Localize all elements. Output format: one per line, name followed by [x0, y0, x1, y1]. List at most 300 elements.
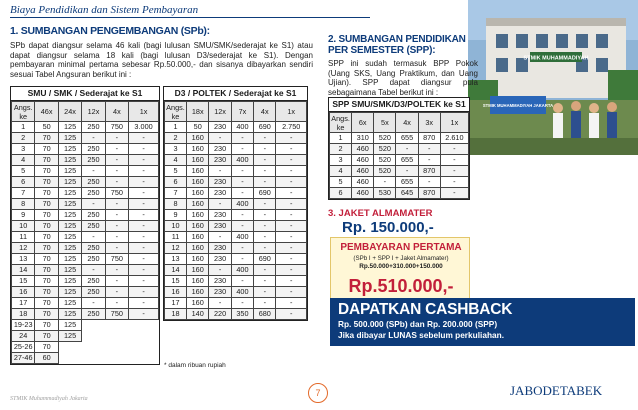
table-row	[165, 177, 307, 188]
table-cell: 870	[418, 166, 440, 177]
table-row	[165, 287, 307, 298]
table-cell: 70	[35, 309, 58, 320]
table-row	[165, 243, 307, 254]
table-cell: -	[129, 166, 159, 177]
table-cell: 750	[105, 254, 128, 265]
table-row	[12, 287, 159, 298]
table-cell: 2.610	[440, 133, 468, 144]
table-cell: 16	[165, 287, 187, 298]
table-cell: 125	[58, 243, 81, 254]
table-cell: 7	[12, 188, 35, 199]
table-cell: 70	[35, 320, 58, 331]
table-row	[165, 221, 307, 232]
table-cell: 125	[58, 232, 81, 243]
table-row	[330, 166, 469, 177]
table-cell: 125	[58, 210, 81, 221]
table-cell: 10	[165, 221, 187, 232]
table-cell: -	[129, 265, 159, 276]
table-cell: 7	[165, 188, 187, 199]
column-header: Angs. ke	[12, 102, 35, 122]
campus-photo	[468, 0, 638, 155]
first-payment-breakdown: Rp.50.000+310.000+150.000	[359, 263, 443, 270]
table-cell: 250	[82, 243, 105, 254]
table-cell: 50	[187, 122, 209, 133]
table-cell: -	[374, 177, 396, 188]
table-cell: 125	[58, 177, 81, 188]
table-row	[330, 155, 469, 166]
table-cell: -	[418, 155, 440, 166]
table-cell: 530	[374, 188, 396, 199]
table-cell: -	[440, 177, 468, 188]
cashback-banner	[330, 298, 635, 346]
table-cell: -	[254, 166, 276, 177]
section1-body: SPb dapat diangsur selama 46 kali (bagi lulusan SMU/SMK/sederajat ke S1) atau dapat diangsur selama 18 kali (bagi lulusan D3/sederajat ke S1). Dengan pembayaran minimal pertama sebesar Rp.50.000,- dan sisanya dibayarkan sendiri sesuai Tabel Angsuran berikut ini :	[10, 41, 313, 79]
table-header-row	[12, 102, 159, 122]
table-cell: 160	[187, 254, 209, 265]
table-cell: -	[129, 287, 159, 298]
table-cell: -	[105, 265, 128, 276]
table-spp-grid	[329, 112, 469, 199]
table-cell: 6	[330, 188, 352, 199]
table-cell: -	[105, 166, 128, 177]
table-cell: 160	[187, 276, 209, 287]
table-cell: 655	[396, 155, 418, 166]
table-cell: 160	[187, 144, 209, 155]
table-cell: 250	[82, 177, 105, 188]
table-row	[165, 210, 307, 221]
column-header: 6x	[352, 113, 374, 133]
table-row	[165, 199, 307, 210]
table-cell: 70	[35, 342, 58, 353]
table-cell: 230	[209, 276, 231, 287]
table-cell: 400	[231, 199, 253, 210]
table-cell: -	[231, 133, 253, 144]
table-cell: 160	[187, 265, 209, 276]
table-cell: -	[254, 265, 276, 276]
table-cell: -	[276, 243, 307, 254]
table-cell: -	[276, 287, 307, 298]
table-row	[12, 166, 159, 177]
table-cell: -	[231, 243, 253, 254]
table-cell: 460	[352, 155, 374, 166]
table-cell: -	[105, 287, 128, 298]
table-cell: -	[105, 232, 128, 243]
table-row	[12, 144, 159, 155]
table-cell: 70	[35, 287, 58, 298]
table-cell: 12	[165, 243, 187, 254]
table-cell: -	[82, 133, 105, 144]
table-row	[12, 221, 159, 232]
table-row	[12, 298, 159, 309]
cashback-condition: Jika dibayar LUNAS sebelum perkuliahan.	[338, 330, 504, 340]
table-cell: 17	[165, 298, 187, 309]
table-cell: 160	[187, 133, 209, 144]
column-header: 7x	[231, 102, 253, 122]
table-cell: -	[231, 144, 253, 155]
table-row	[12, 254, 159, 265]
table-cell: 230	[209, 287, 231, 298]
table-cell: -	[231, 276, 253, 287]
table-cell: 140	[187, 309, 209, 320]
table-cell: 8	[12, 199, 35, 210]
table-cell: 160	[187, 221, 209, 232]
table-cell: 5	[165, 166, 187, 177]
table-cell: 17	[12, 298, 35, 309]
column-header: 1x	[276, 102, 307, 122]
table-row	[12, 133, 159, 144]
table-cell: 24	[12, 331, 35, 342]
table-cell: -	[276, 265, 307, 276]
table-cell: -	[254, 276, 276, 287]
table-cell: 2.750	[276, 122, 307, 133]
table-cell: -	[129, 232, 159, 243]
column-header: 1x	[129, 102, 159, 122]
table-cell: -	[129, 221, 159, 232]
table-cell: 160	[187, 155, 209, 166]
table-cell: -	[209, 298, 231, 309]
table-cell: 4	[330, 166, 352, 177]
table-cell: -	[440, 188, 468, 199]
table-cell: 230	[209, 155, 231, 166]
column-header: Angs. ke	[166, 102, 185, 121]
table-cell: -	[440, 166, 468, 177]
cashback-title: DAPATKAN CASHBACK	[338, 301, 513, 318]
table-cell: 125	[58, 133, 81, 144]
table-cell: -	[209, 133, 231, 144]
table-cell: 250	[82, 287, 105, 298]
table-cell: -	[276, 298, 307, 309]
column-header: 4x	[105, 102, 128, 122]
table-spp-title: SPP SMU/SMK/D3/POLTEK ke S1	[329, 98, 469, 112]
table-cell: -	[129, 188, 159, 199]
table-cell: 70	[35, 166, 58, 177]
table-cell: 250	[82, 221, 105, 232]
table-row	[12, 353, 159, 364]
table-spp	[328, 97, 470, 200]
column-header: 3x	[418, 113, 440, 133]
campus-photo-illustration	[468, 0, 638, 155]
table-cell: 125	[58, 199, 81, 210]
table-row	[165, 155, 307, 166]
table-cell: 27-46	[12, 353, 35, 364]
table-cell: -	[105, 144, 128, 155]
table-cell: 655	[396, 177, 418, 188]
table-row	[165, 166, 307, 177]
table-cell: 125	[58, 155, 81, 166]
table-cell: 70	[35, 199, 58, 210]
table-cell: -	[129, 133, 159, 144]
table-cell: -	[129, 298, 159, 309]
table-row	[165, 122, 307, 133]
table-cell: 230	[209, 144, 231, 155]
table-cell: 25-26	[12, 342, 35, 353]
table-cell: -	[231, 298, 253, 309]
table-cell: 870	[418, 188, 440, 199]
column-header: 5x	[374, 113, 396, 133]
table-cell: 1	[12, 122, 35, 133]
table-cell: 250	[82, 122, 105, 133]
table-cell: -	[440, 155, 468, 166]
table-row	[12, 177, 159, 188]
table-cell: 230	[209, 210, 231, 221]
table-cell: -	[129, 309, 159, 320]
section3-heading: 3. JAKET ALMAMATER	[328, 208, 433, 219]
table-row	[12, 122, 159, 133]
table-cell: 460	[352, 166, 374, 177]
table-cell: -	[209, 265, 231, 276]
table-cell: -	[276, 221, 307, 232]
table-cell: -	[129, 254, 159, 265]
table-cell: -	[254, 298, 276, 309]
table-cell: -	[231, 210, 253, 221]
table-row	[12, 210, 159, 221]
table-cell: -	[105, 177, 128, 188]
table-d3-poltek	[163, 86, 308, 321]
table-cell: 645	[396, 188, 418, 199]
table-cell: 2	[165, 133, 187, 144]
table-row	[12, 309, 159, 320]
jacket-price: Rp. 150.000,-	[342, 219, 434, 236]
campus-sign-text: STMIK MUHAMMADIYAH	[523, 55, 589, 62]
table-cell: 9	[165, 210, 187, 221]
table-cell: -	[231, 166, 253, 177]
currency-note: * dalam ribuan rupiah	[164, 362, 226, 369]
first-payment-box	[330, 237, 470, 307]
table-cell: 14	[165, 265, 187, 276]
table-header-row	[330, 113, 469, 133]
table-row	[12, 342, 159, 353]
table-row	[330, 188, 469, 199]
table-row	[165, 298, 307, 309]
table-cell: -	[129, 177, 159, 188]
table-cell: 5	[330, 177, 352, 188]
table-cell: -	[254, 287, 276, 298]
table-cell: 125	[58, 188, 81, 199]
table-cell: 70	[35, 144, 58, 155]
table-cell: 230	[209, 243, 231, 254]
table-cell: 125	[58, 265, 81, 276]
table-d3-poltek-title: D3 / POLTEK / Sederajat ke S1	[164, 87, 307, 101]
table-cell: 125	[58, 144, 81, 155]
table-cell: -	[254, 155, 276, 166]
table-cell: 70	[35, 265, 58, 276]
table-cell: 70	[35, 210, 58, 221]
column-header: 24x	[58, 102, 81, 122]
table-cell: -	[396, 144, 418, 155]
table-cell: 13	[12, 254, 35, 265]
table-cell: 14	[12, 265, 35, 276]
table-cell: -	[231, 188, 253, 199]
table-cell: -	[440, 144, 468, 155]
table-cell: -	[276, 276, 307, 287]
table-cell: 680	[254, 309, 276, 320]
table-cell: -	[209, 166, 231, 177]
table-d3-poltek-grid	[164, 101, 307, 320]
table-cell: -	[231, 254, 253, 265]
table-cell: 460	[352, 144, 374, 155]
table-cell: 3	[330, 155, 352, 166]
table-row	[12, 320, 159, 331]
table-cell: -	[276, 144, 307, 155]
table-cell: 520	[374, 166, 396, 177]
table-row	[165, 232, 307, 243]
table-cell: 460	[352, 188, 374, 199]
table-cell: 230	[209, 177, 231, 188]
section1-heading: 1. SUMBANGAN PENGEMBANGAN (SPb):	[10, 25, 210, 37]
table-cell: -	[82, 298, 105, 309]
page-number: 7	[308, 383, 328, 403]
table-cell: 690	[254, 188, 276, 199]
table-cell: 2	[12, 133, 35, 144]
table-row	[165, 265, 307, 276]
table-cell: 250	[82, 254, 105, 265]
table-cell: -	[129, 276, 159, 287]
table-cell: -	[129, 243, 159, 254]
table-cell: 160	[187, 177, 209, 188]
table-row	[165, 276, 307, 287]
table-cell: 520	[374, 155, 396, 166]
campus-banner-text: STMIK MUHAMMADIYAH JAKARTA	[482, 103, 554, 108]
table-row	[165, 254, 307, 265]
table-cell: -	[276, 309, 307, 320]
table-cell: 70	[35, 221, 58, 232]
table-cell: 3	[12, 144, 35, 155]
table-cell: 250	[82, 188, 105, 199]
table-cell: 1	[330, 133, 352, 144]
table-cell: 50	[35, 122, 58, 133]
table-cell: 18	[165, 309, 187, 320]
table-cell: 11	[12, 232, 35, 243]
table-cell: 870	[418, 133, 440, 144]
table-cell: 3.000	[129, 122, 159, 133]
table-cell: 250	[82, 210, 105, 221]
table-cell: 8	[165, 199, 187, 210]
table-cell: 1	[165, 122, 187, 133]
table-cell: 125	[58, 254, 81, 265]
table-cell: -	[254, 177, 276, 188]
table-row	[165, 133, 307, 144]
table-row	[12, 243, 159, 254]
table-cell: 70	[35, 188, 58, 199]
table-row	[12, 199, 159, 210]
table-cell: 230	[209, 221, 231, 232]
table-row	[165, 309, 307, 320]
table-cell: 400	[231, 155, 253, 166]
section2-body: SPP ini sudah termasuk BPP Pokok (Uang SKS, Uang Praktikum, dan Uang Ujian). SPP dapat diangsur pula sebagaimana Tabel berikut ini :	[328, 59, 478, 97]
table-cell: 70	[35, 254, 58, 265]
table-cell: 9	[12, 210, 35, 221]
first-payment-amount: Rp.510.000,-	[348, 276, 454, 296]
table-cell: 230	[209, 254, 231, 265]
table-cell: 460	[352, 177, 374, 188]
table-cell: -	[231, 221, 253, 232]
table-cell: -	[82, 265, 105, 276]
table-smu-smk-grid	[11, 101, 159, 364]
table-cell: 70	[35, 276, 58, 287]
table-row	[330, 177, 469, 188]
table-cell: -	[254, 232, 276, 243]
table-cell: 18	[12, 309, 35, 320]
table-cell: -	[105, 199, 128, 210]
table-cell: 655	[396, 133, 418, 144]
table-cell: -	[254, 243, 276, 254]
table-header-row	[165, 102, 307, 122]
table-row	[165, 188, 307, 199]
table-cell: 12	[12, 243, 35, 254]
table-cell: 15	[165, 276, 187, 287]
table-cell: -	[129, 155, 159, 166]
table-cell: 160	[187, 188, 209, 199]
table-row	[12, 331, 159, 342]
table-cell: 400	[231, 122, 253, 133]
table-cell: 3	[165, 144, 187, 155]
table-cell: -	[105, 221, 128, 232]
column-header: 1x	[440, 113, 468, 133]
table-cell: -	[276, 155, 307, 166]
table-cell: -	[276, 133, 307, 144]
table-cell: 125	[58, 122, 81, 133]
table-cell: 250	[82, 309, 105, 320]
table-row	[165, 144, 307, 155]
table-cell: 2	[330, 144, 352, 155]
table-cell: 160	[187, 166, 209, 177]
table-cell: 125	[58, 221, 81, 232]
table-cell: 750	[105, 122, 128, 133]
table-cell: -	[231, 177, 253, 188]
table-cell: 125	[58, 298, 81, 309]
table-cell: 230	[209, 122, 231, 133]
table-cell: 400	[231, 287, 253, 298]
column-header: 4x	[396, 113, 418, 133]
table-row	[12, 155, 159, 166]
table-cell: 690	[254, 254, 276, 265]
table-cell: 6	[12, 177, 35, 188]
table-cell: 220	[209, 309, 231, 320]
table-cell: 230	[209, 188, 231, 199]
table-cell: 400	[231, 265, 253, 276]
column-header: Angs. ke	[331, 113, 350, 132]
table-cell: 5	[12, 166, 35, 177]
table-cell: 125	[58, 276, 81, 287]
column-header: 12x	[209, 102, 231, 122]
table-cell: -	[276, 199, 307, 210]
table-cell: -	[82, 199, 105, 210]
table-cell: 160	[187, 287, 209, 298]
section2-heading: 2. SUMBANGAN PENDIDIKAN PER SEMESTER (SPP):	[328, 34, 466, 56]
table-cell: -	[209, 232, 231, 243]
table-cell: -	[129, 144, 159, 155]
table-cell: 690	[254, 122, 276, 133]
table-cell: 70	[35, 298, 58, 309]
table-cell: 70	[35, 155, 58, 166]
table-row	[330, 144, 469, 155]
column-header: 18x	[187, 102, 209, 122]
table-cell: -	[276, 166, 307, 177]
table-cell: 125	[58, 287, 81, 298]
table-cell: 750	[105, 188, 128, 199]
table-cell: 125	[58, 331, 81, 342]
table-cell: -	[129, 199, 159, 210]
table-row	[12, 276, 159, 287]
table-cell: -	[276, 177, 307, 188]
table-cell: 520	[374, 144, 396, 155]
table-cell: 4	[12, 155, 35, 166]
table-cell: -	[105, 243, 128, 254]
table-cell: -	[418, 177, 440, 188]
table-cell: 400	[231, 232, 253, 243]
table-cell: 250	[82, 276, 105, 287]
table-cell: 125	[58, 309, 81, 320]
